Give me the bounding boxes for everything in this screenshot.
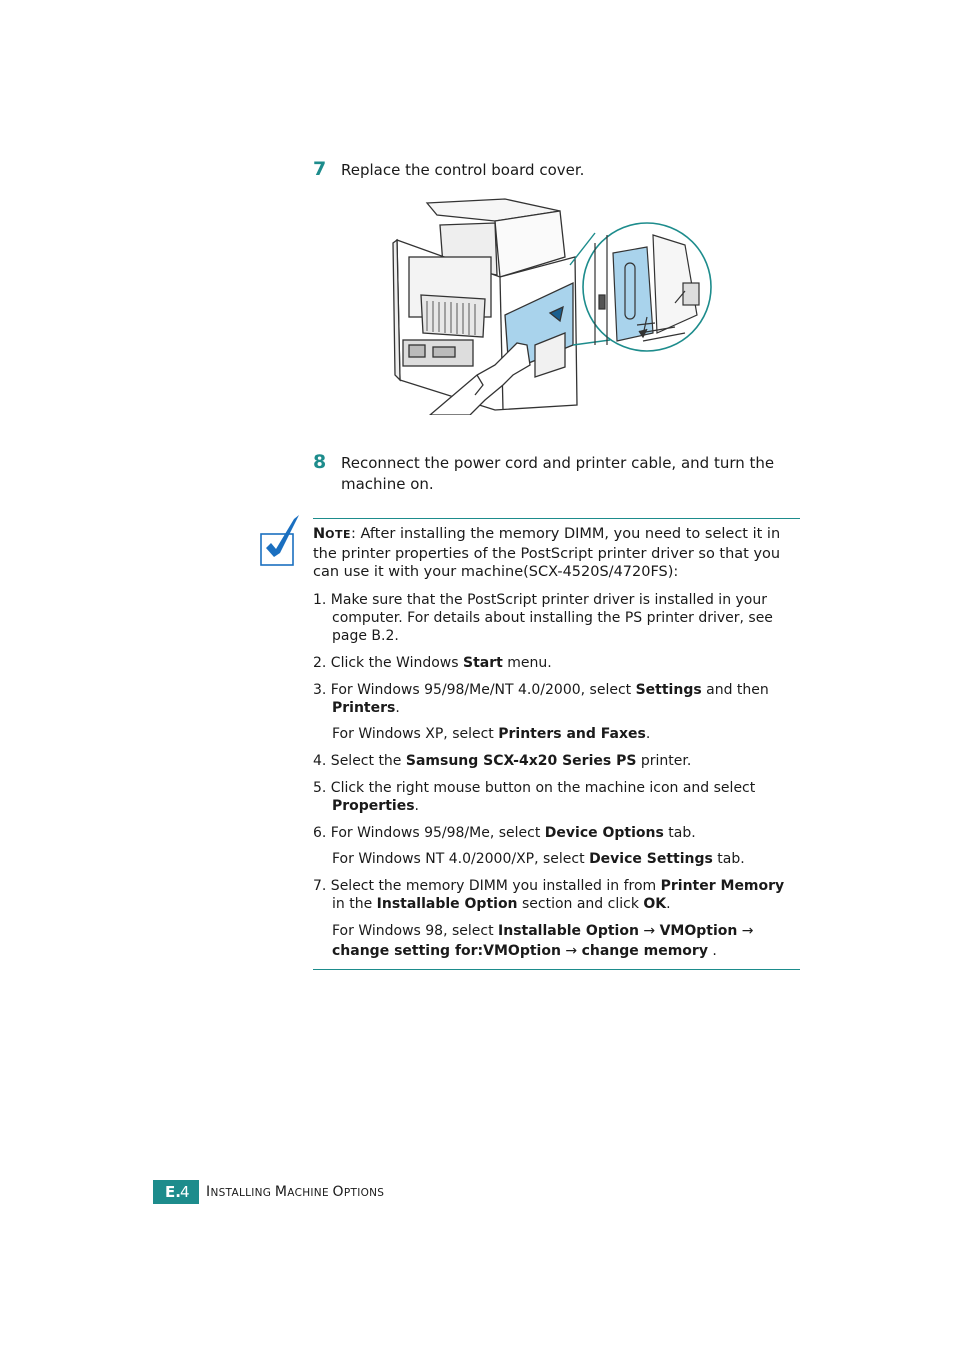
step-7-text: Replace the control board cover. <box>341 161 585 179</box>
note-item-5: 5. Click the right mouse button on the machine icon and select Properties. <box>313 779 756 814</box>
chapter-title: INSTALLING MACHINE OPTIONS <box>206 1184 385 1200</box>
note-item-7: 7. Select the memory DIMM you installed in from Printer Memory in the Installable Option section and click OK. <box>313 877 785 912</box>
note-label-rest: OTE <box>325 528 352 541</box>
step-number-7: 7 <box>313 158 327 180</box>
note-item-4: 4. Select the Samsung SCX-4x20 Series PS printer. <box>313 752 692 769</box>
note-item-3: 3. For Windows 95/98/Me/NT 4.0/2000, select Settings and then Printers. <box>313 681 769 716</box>
note-item-2: 2. Click the Windows Start menu. <box>313 654 552 671</box>
note-item-1: 1. Make sure that the PostScript printer driver is installed in your computer. For details about installing the PS printer driver, see page B.2. <box>313 591 773 644</box>
note-intro-text: : After installing the memory DIMM, you need to select it in the printer properties of the PostScript printer driver so that you can use it with your machine(SCX-4520S/4720FS): <box>313 526 781 580</box>
note-label-first: N <box>313 526 326 542</box>
note-block <box>313 518 800 970</box>
checkmark-icon <box>257 513 303 567</box>
step-number-8: 8 <box>313 451 327 473</box>
note-item-7-sub: For Windows 98, select Installable Option → VMOption → change setting for:VMOption → change memory . <box>332 922 754 959</box>
control-board-cover-illustration <box>385 195 717 415</box>
note-top-rule <box>313 518 800 519</box>
page-number-badge <box>153 1180 199 1204</box>
page-number: 4 <box>180 1183 190 1201</box>
step-8-text-line1: Reconnect the power cord and printer cable, and turn the <box>341 454 775 472</box>
note-item-6: 6. For Windows 95/98/Me, select Device Options tab. <box>313 824 696 841</box>
note-bottom-rule <box>313 969 800 970</box>
page-section-letter: E. <box>165 1183 181 1201</box>
step-8-text-line2: machine on. <box>341 475 434 493</box>
note-item-3-sub: For Windows XP, select Printers and Faxes. <box>332 725 651 742</box>
note-intro <box>313 525 800 582</box>
note-item-6-sub: For Windows NT 4.0/2000/XP, select Device Settings tab. <box>332 850 745 867</box>
